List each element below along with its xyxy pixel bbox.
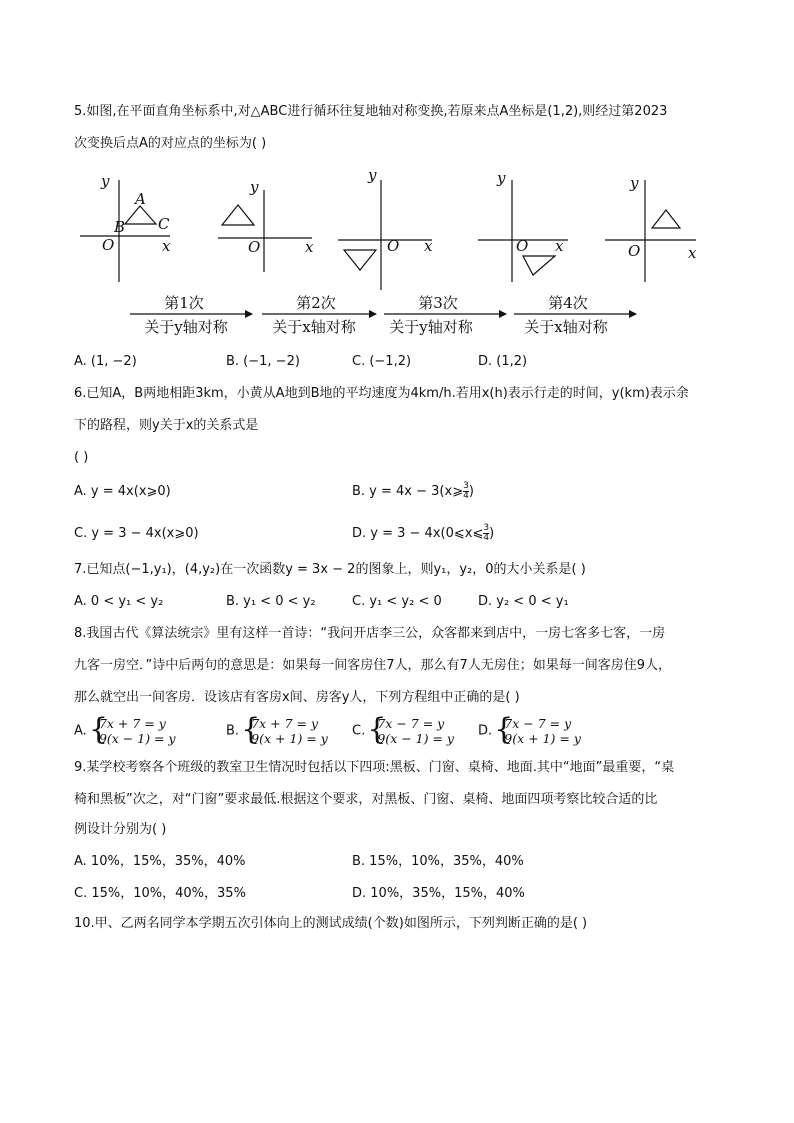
q5-option-a[interactable]: A. (1, −2) xyxy=(74,354,137,369)
q5-option-c[interactable]: C. (−1,2) xyxy=(352,354,412,369)
p2-y-label: y xyxy=(250,178,259,196)
q9-option-c[interactable]: C. 15%，10%，40%，35% xyxy=(74,886,246,901)
q9-stem-line3: 例设计分别为( ) xyxy=(74,822,167,837)
q8-c-eq2: 9(x − 1) = y xyxy=(377,731,454,746)
q6-option-a-text: A. y = 4x(x⩾0) xyxy=(74,484,171,499)
step1-top: 第1次 xyxy=(164,294,204,312)
label-B: B xyxy=(114,218,126,236)
q8-a-eq2: 9(x − 1) = y xyxy=(98,731,176,746)
q6-option-d-close: ) xyxy=(489,526,495,541)
p1-x-label: x xyxy=(162,237,171,255)
q8-option-c-system xyxy=(369,716,454,746)
q6-option-d-text: D. y = 3 − 4x(0⩽x⩽ xyxy=(352,526,484,541)
q6-option-c-text: C. y = 3 − 4x(x⩾0) xyxy=(74,526,199,541)
p1-y-label: y xyxy=(101,172,110,190)
p4-origin-label: O xyxy=(516,237,529,255)
q10-stem: 10.甲、乙两名同学本学期五次引体向上的测试成绩(个数)如图所示，下列判断正确的是( ) xyxy=(74,916,588,931)
p4-y-label: y xyxy=(497,169,506,187)
q8-option-a-letter: A. xyxy=(74,723,87,739)
q9-option-b[interactable]: B. 15%，10%，35%，40% xyxy=(352,854,524,869)
q8-option-d-system xyxy=(496,716,581,746)
q8-d-eq1: { 7x − 7 = y xyxy=(504,716,572,731)
q8-option-d-letter: D. xyxy=(478,723,493,739)
q5-option-b[interactable]: B. (−1, −2) xyxy=(226,354,300,369)
step4-top: 第4次 xyxy=(548,294,588,312)
q8-option-b[interactable] xyxy=(226,716,328,746)
q6-option-b-close: ) xyxy=(468,484,474,499)
p4-x-label: x xyxy=(555,237,564,255)
label-A: A xyxy=(135,190,146,208)
q8-stem-line3: 那么就空出一间客房．设该店有客房x间、房客y人，下列方程组中正确的是( ) xyxy=(74,690,520,705)
p5-origin-label: O xyxy=(628,242,641,260)
step3-bottom: 关于y轴对称 xyxy=(389,318,473,336)
q5-figure xyxy=(0,0,794,360)
q9-stem-line2: 椅和黑板”次之，对“门窗”要求最低.根据这个要求，对黑板、门窗、桌椅、地面四项考察比较合适的比 xyxy=(74,792,658,807)
step2-bottom: 关于x轴对称 xyxy=(272,318,356,336)
q6-option-b-text: B. y = 4x − 3(x⩾ xyxy=(352,484,464,499)
q7-stem: 7.已知点(−1,y₁)，(4,y₂)在一次函数y = 3x − 2的图象上，则y₁，y₂，0的大小关系是( ) xyxy=(74,562,586,577)
q8-stem-line2: 九客一房空．”诗中后两句的意思是：如果每一间客房住7人，那么有7人无房住；如果每一间客房住9人， xyxy=(74,658,672,673)
p3-origin-label: O xyxy=(387,237,400,255)
q6-option-a[interactable] xyxy=(74,482,171,502)
q5-stem-line2: 次变换后点A的对应点的坐标为( ) xyxy=(74,136,267,151)
q6-option-b[interactable] xyxy=(352,482,474,502)
p2-origin-label: O xyxy=(248,238,261,256)
q5-option-d[interactable]: D. (1,2) xyxy=(478,354,528,369)
q8-stem-line1: 8.我国古代《算法统宗》里有这样一首诗：“我问开店李三公，众客都来到店中，一房七客多七客，一房 xyxy=(74,626,666,641)
step4-bottom: 关于x轴对称 xyxy=(524,318,608,336)
step1-bottom: 关于y轴对称 xyxy=(144,318,228,336)
q8-b-eq1: { 7x + 7 = y xyxy=(251,716,319,731)
q7-option-b[interactable]: B. y₁ < 0 < y₂ xyxy=(226,594,316,609)
q7-option-c[interactable]: C. y₁ < y₂ < 0 xyxy=(352,594,442,609)
p1-origin-label: O xyxy=(102,236,115,254)
q9-option-d[interactable]: D. 10%，35%，15%，40% xyxy=(352,886,525,901)
q8-option-b-system xyxy=(243,716,328,746)
q6-option-d[interactable] xyxy=(352,524,494,544)
q7-option-a[interactable]: A. 0 < y₁ < y₂ xyxy=(74,594,164,609)
q8-option-a-system xyxy=(91,716,176,746)
q6-stem-line2: 下的路程，则y关于x的关系式是 xyxy=(74,418,259,433)
p3-x-label: x xyxy=(424,237,433,255)
q8-b-eq2: 9(x + 1) = y xyxy=(251,731,328,746)
q8-c-eq1: { 7x − 7 = y xyxy=(377,716,445,731)
q9-stem-line1: 9.某学校考察各个班级的教室卫生情况时包括以下四项:黑板、门窗、桌椅、地面.其中“地面”最重要，“桌 xyxy=(74,760,675,775)
q8-option-c-letter: C. xyxy=(352,723,366,739)
q6-option-c[interactable] xyxy=(74,524,199,544)
q6-d-num: 3 xyxy=(483,523,490,533)
q8-option-b-letter: B. xyxy=(226,723,240,739)
q9-option-a[interactable]: A. 10%，15%，35%，40% xyxy=(74,854,246,869)
q6-d-den: 4 xyxy=(483,533,490,543)
q8-option-c[interactable] xyxy=(352,716,454,746)
p3-y-label: y xyxy=(368,166,377,184)
q8-a-eq1: { 7x + 7 = y xyxy=(98,716,166,731)
p5-y-label: y xyxy=(630,174,639,192)
step2-top: 第2次 xyxy=(296,294,336,312)
q6-paren: ( ) xyxy=(74,450,89,465)
q8-option-d[interactable] xyxy=(478,716,581,746)
p5-x-label: x xyxy=(688,244,697,262)
q6-b-num: 3 xyxy=(463,481,469,491)
q7-option-d[interactable]: D. y₂ < 0 < y₁ xyxy=(478,594,569,609)
q5-stem-line1: 5.如图,在平面直角坐标系中,对△ABC进行循环往复地轴对称变换,若原来点A坐标是(1,2),则经过第2023 xyxy=(74,104,668,119)
label-C: C xyxy=(158,215,170,233)
q8-d-eq2: 9(x + 1) = y xyxy=(504,731,581,746)
q6-stem-line1: 6.已知A，B两地相距3km，小黄从A地到B地的平均速度为4km/h.若用x(h)表示行走的时间，y(km)表示余 xyxy=(74,386,689,401)
p2-x-label: x xyxy=(305,238,314,256)
step3-top: 第3次 xyxy=(418,294,458,312)
q8-option-a[interactable] xyxy=(74,716,176,746)
q6-b-den: 4 xyxy=(463,491,469,501)
